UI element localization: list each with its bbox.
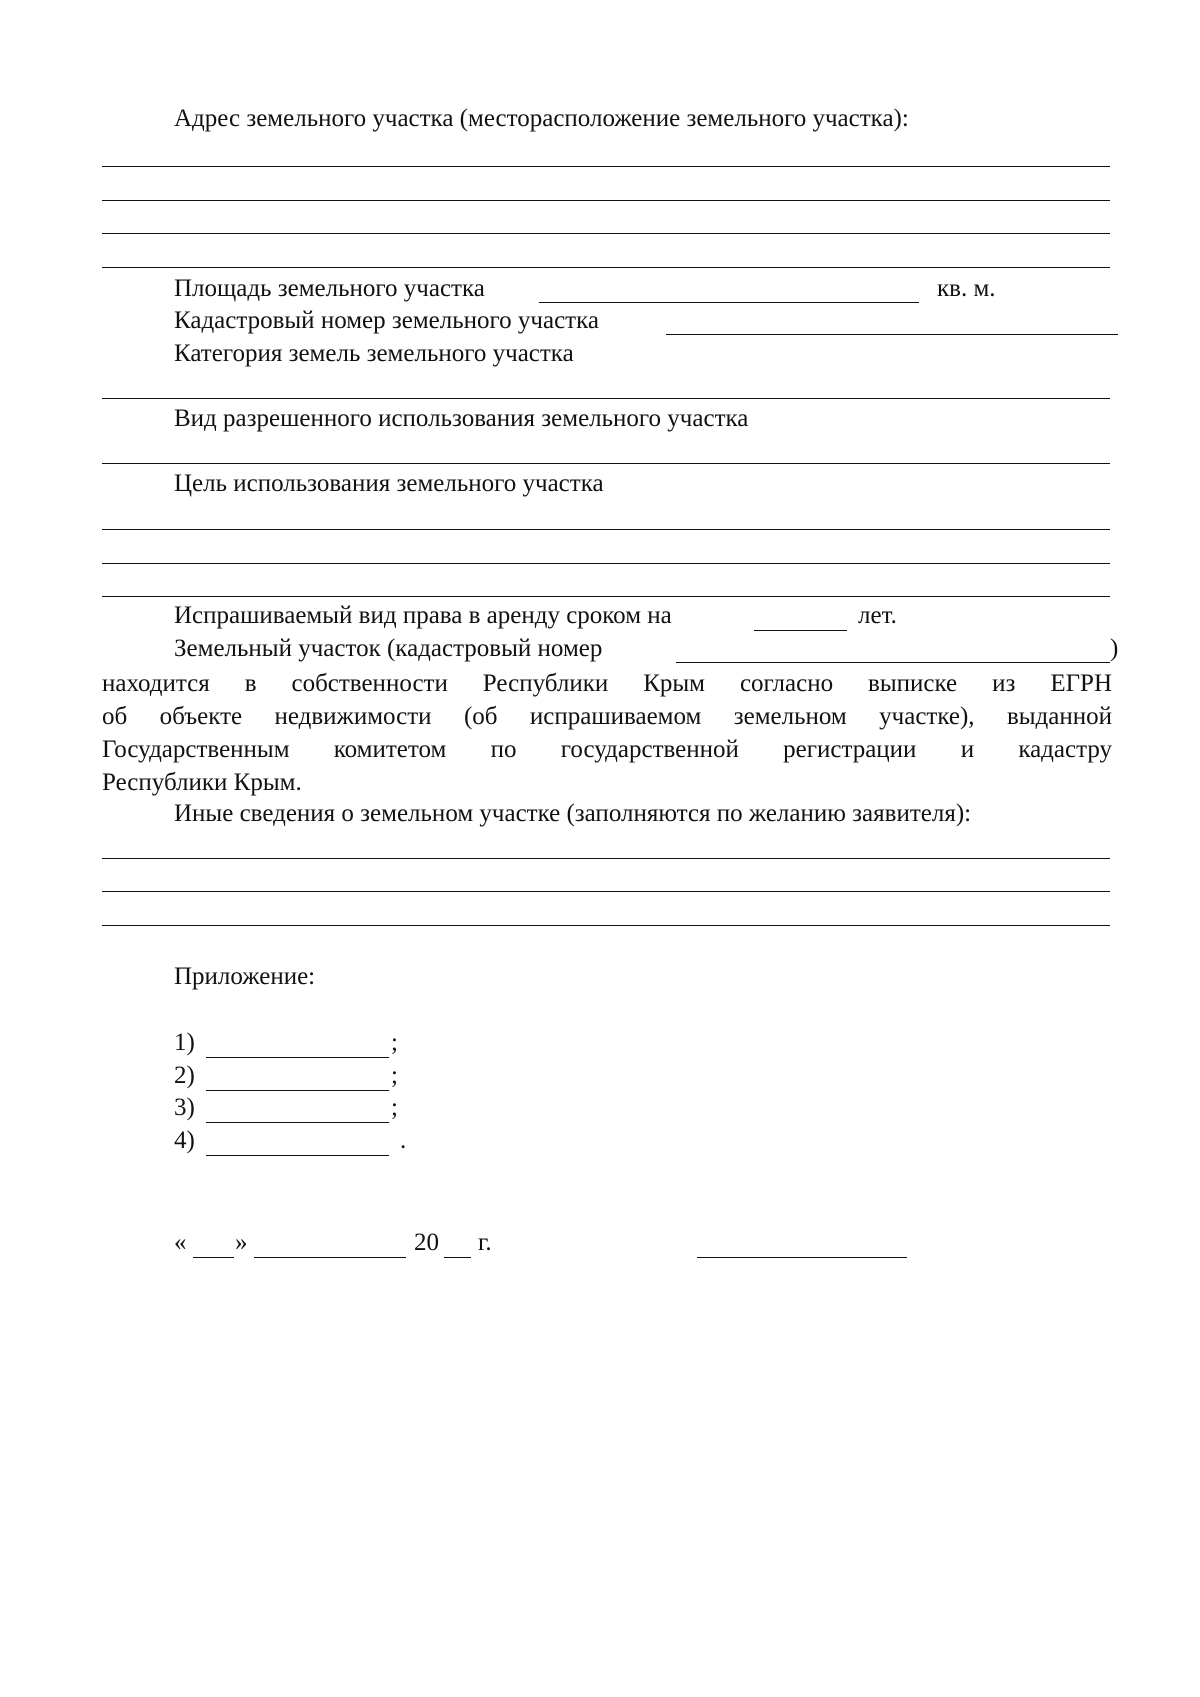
signature-field[interactable] <box>697 1257 907 1258</box>
attachment-end-4: . <box>400 1127 407 1154</box>
ownership-intro: Земельный участок (кадастровый номер <box>174 635 603 662</box>
ownership-line-3: Государственным комитетом по государственной регистрации и кадастру <box>102 736 1112 763</box>
lease-term-field[interactable] <box>754 630 847 631</box>
ownership-close-paren: ) <box>1110 635 1119 662</box>
attachment-field-3[interactable] <box>206 1122 389 1123</box>
cadastral-label: Кадастровый номер земельного участка <box>174 307 599 334</box>
category-line[interactable] <box>102 398 1110 399</box>
attachment-number-1: 1) <box>174 1029 195 1056</box>
lease-label: Испрашиваемый вид права в аренду сроком на <box>174 602 672 629</box>
address-line-3[interactable] <box>102 233 1110 234</box>
other-info-line-3[interactable] <box>102 925 1110 926</box>
purpose-line-1[interactable] <box>102 529 1110 530</box>
address-line-4[interactable] <box>102 267 1110 268</box>
attachment-number-4: 4) <box>174 1127 195 1154</box>
area-field[interactable] <box>539 302 919 303</box>
ownership-cadastral-field[interactable] <box>676 662 1110 663</box>
attachments-title: Приложение: <box>174 963 316 990</box>
attachment-field-4[interactable] <box>206 1155 389 1156</box>
address-line-1[interactable] <box>102 166 1110 167</box>
date-year-field[interactable] <box>444 1257 471 1258</box>
area-unit: кв. м. <box>937 275 996 302</box>
cadastral-field[interactable] <box>666 334 1118 335</box>
address-line-2[interactable] <box>102 200 1110 201</box>
ownership-line-1: находится в собственности Республики Крым согласно выписке из ЕГРН <box>102 670 1112 697</box>
attachment-end-2: ; <box>391 1062 398 1089</box>
area-label: Площадь земельного участка <box>174 275 485 302</box>
attachment-field-2[interactable] <box>206 1090 389 1091</box>
date-day-field[interactable] <box>193 1257 234 1258</box>
address-label: Адрес земельного участка (месторасположение земельного участка): <box>174 105 909 132</box>
category-label: Категория земель земельного участка <box>174 340 574 367</box>
purpose-line-2[interactable] <box>102 563 1110 564</box>
permitted-use-line[interactable] <box>102 463 1110 464</box>
purpose-label: Цель использования земельного участка <box>174 470 604 497</box>
purpose-line-3[interactable] <box>102 596 1110 597</box>
attachment-end-1: ; <box>391 1029 398 1056</box>
attachment-end-3: ; <box>391 1094 398 1121</box>
ownership-line-4: Республики Крым. <box>102 769 302 796</box>
other-info-line-1[interactable] <box>102 858 1110 859</box>
ownership-line-2: об объекте недвижимости (об испрашиваемом земельном участке), выданной <box>102 703 1112 730</box>
date-close-quote: » <box>235 1229 248 1256</box>
date-open-quote: « <box>174 1229 187 1256</box>
other-info-line-2[interactable] <box>102 891 1110 892</box>
date-month-field[interactable] <box>254 1257 406 1258</box>
attachment-field-1[interactable] <box>206 1057 389 1058</box>
attachment-number-3: 3) <box>174 1094 195 1121</box>
date-year-prefix: 20 <box>414 1229 439 1256</box>
permitted-use-label: Вид разрешенного использования земельного участка <box>174 405 749 432</box>
other-info-label: Иные сведения о земельном участке (заполняются по желанию заявителя): <box>174 800 972 827</box>
date-year-suffix: г. <box>478 1229 492 1256</box>
attachment-number-2: 2) <box>174 1062 195 1089</box>
lease-unit: лет. <box>858 602 897 629</box>
